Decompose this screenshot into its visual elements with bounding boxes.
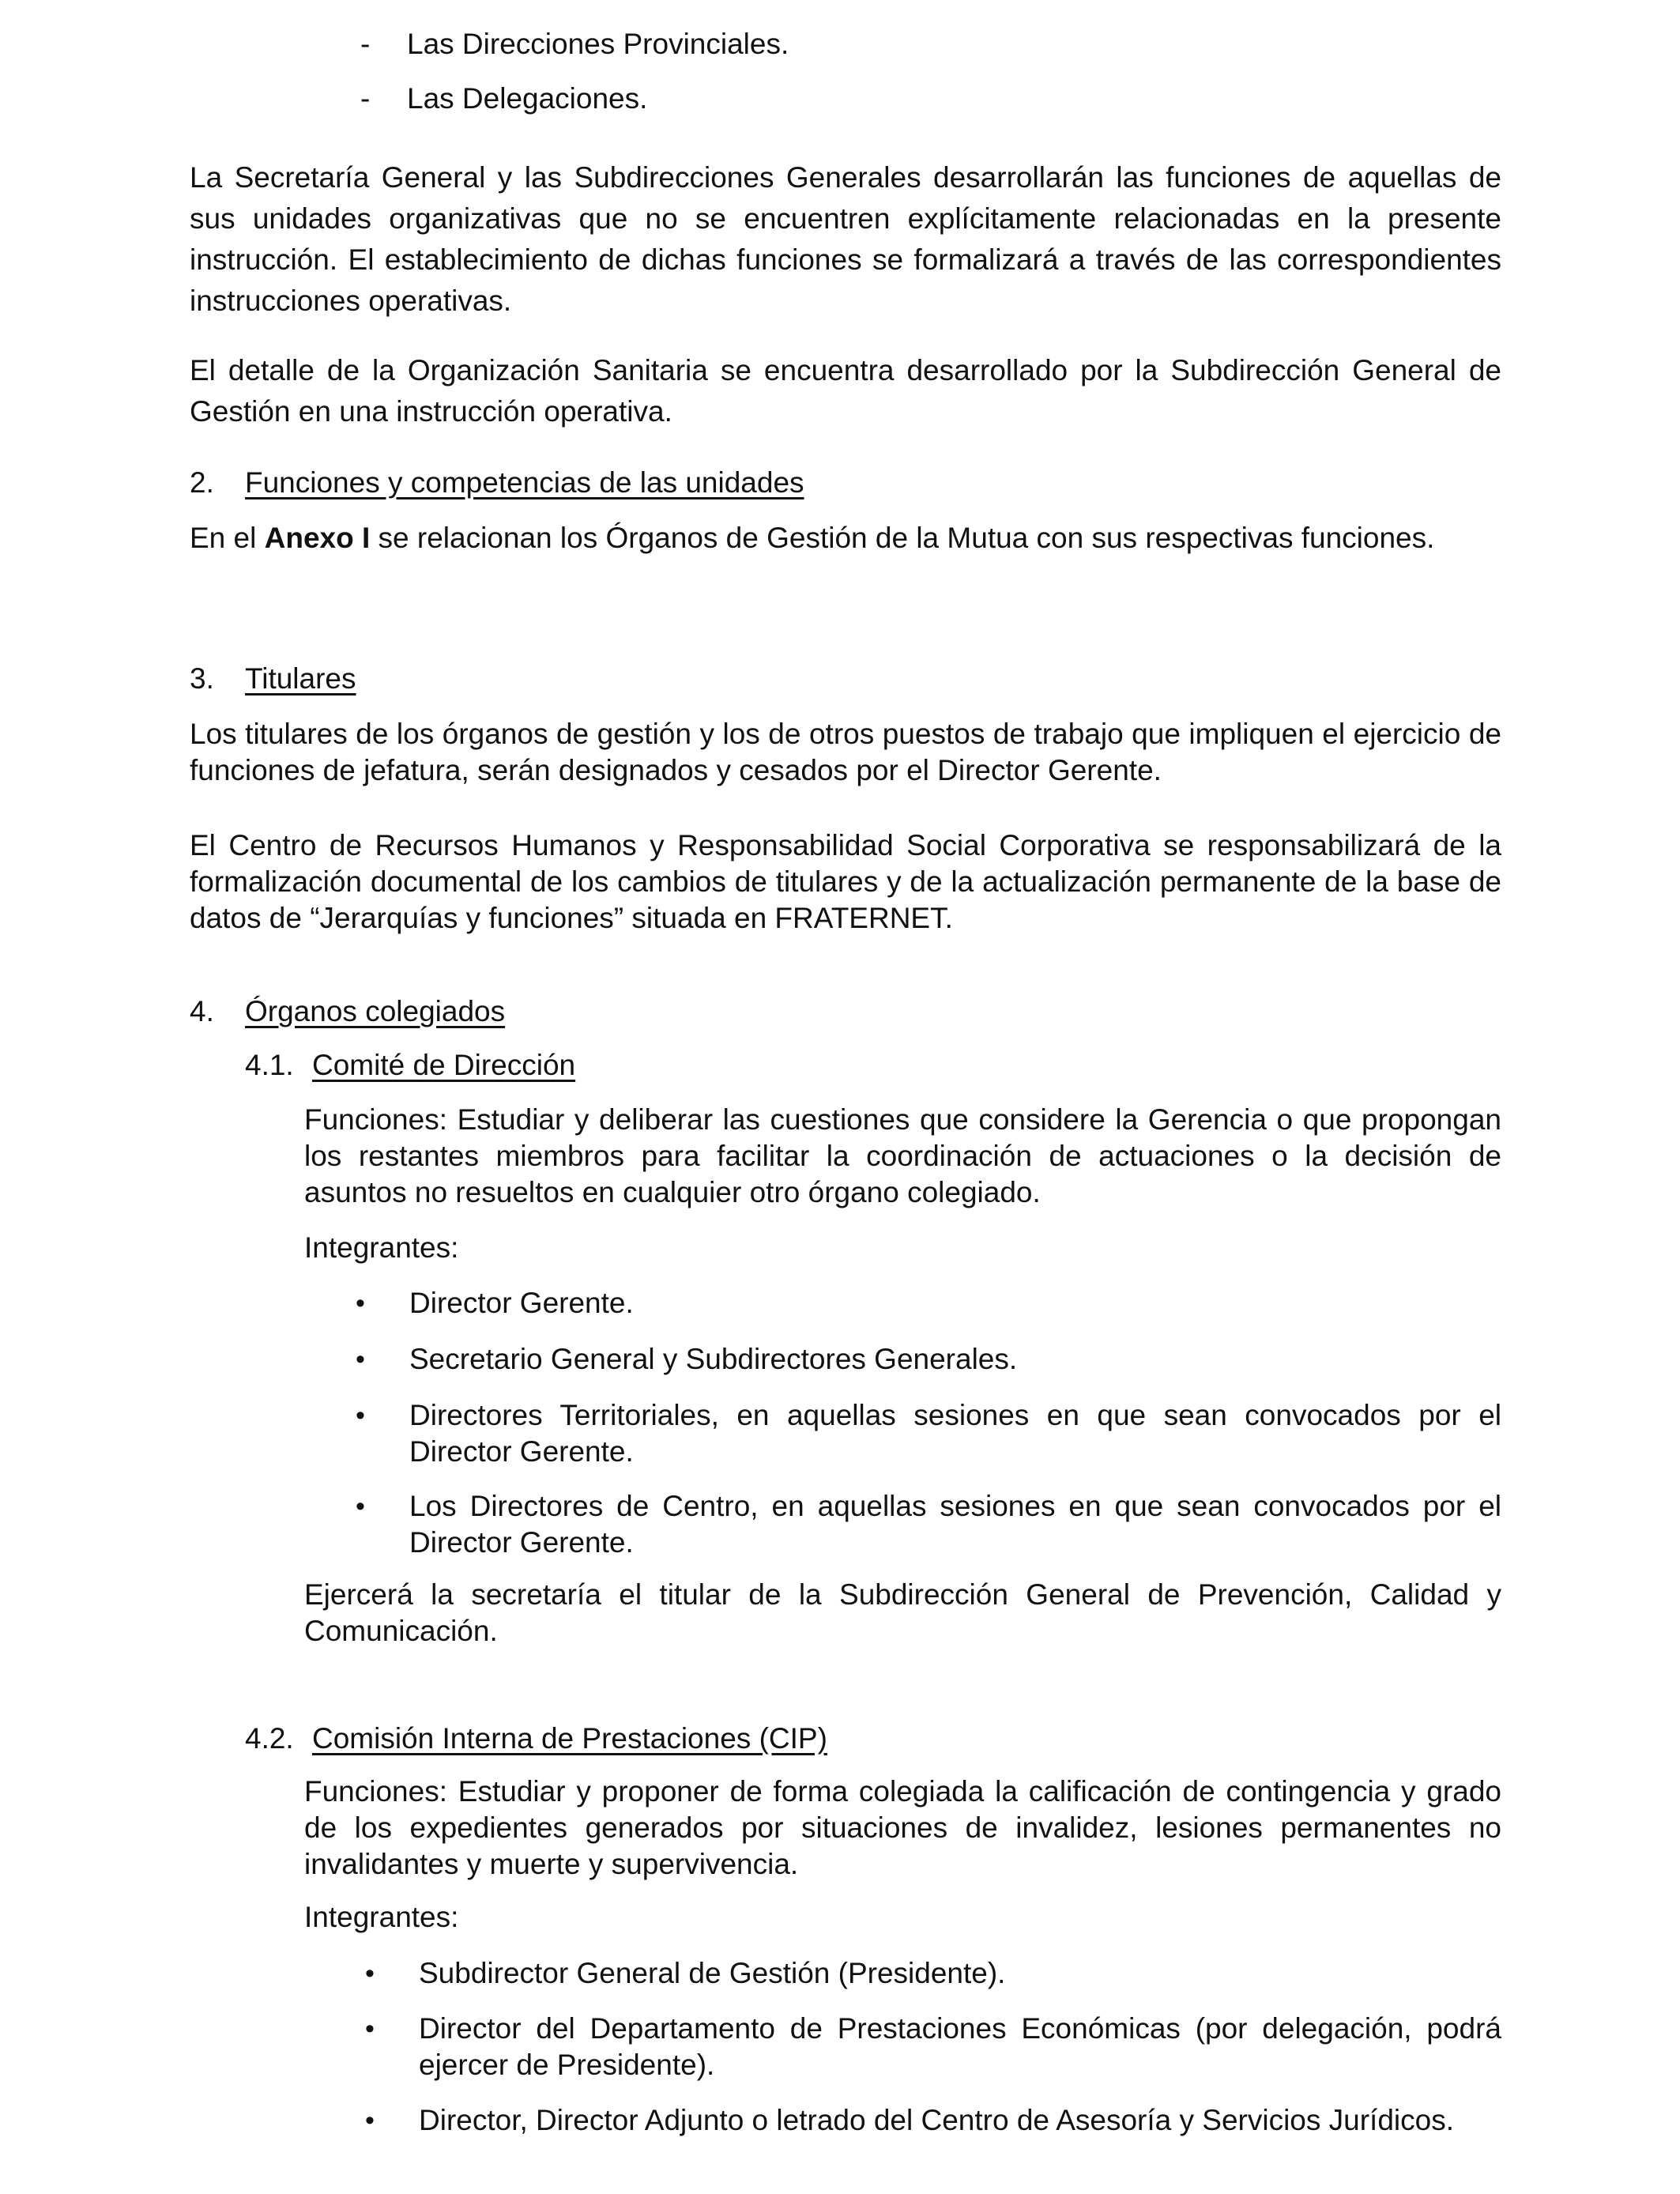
bullet-icon: • bbox=[365, 2105, 375, 2136]
list-item: Secretario General y Subdirectores Generales. bbox=[409, 1343, 1018, 1375]
section-4-title: Órganos colegiados bbox=[245, 995, 506, 1027]
list-item: Directores Territoriales, en aquellas sesiones en que sean convocados por el Director Gerente. bbox=[409, 1399, 1501, 1468]
subsection-4-2-number: 4.2. bbox=[245, 1722, 294, 1755]
bullet-icon: • bbox=[365, 1958, 375, 1989]
section-3-paragraph-1: Los titulares de los órganos de gestión y los de otros puestos de trabajo que impliquen el ejercicio de funciones de jefatura, serán designados y cesados por el Director Gerente. bbox=[190, 718, 1501, 786]
list-item: Director Gerente. bbox=[409, 1287, 634, 1319]
section-4-number: 4. bbox=[190, 995, 214, 1027]
section-3-paragraph-2: El Centro de Recursos Humanos y Responsabilidad Social Corporativa se responsabilizará de la formalización documental de los cambios de titulares y de la actualización permanente de la base de datos de “Jerarquías y funciones” situada en FRATERNET. bbox=[190, 829, 1501, 934]
list-item: Director del Departamento de Prestaciones Económicas (por delegación, podrá ejercer de Presidente). bbox=[419, 2012, 1501, 2081]
subsection-4-1-secretaria: Ejercerá la secretaría el titular de la Subdirección General de Prevención, Calidad y Comunicación. bbox=[304, 1578, 1501, 1647]
section-2-paragraph bbox=[190, 520, 1501, 556]
bullet-icon: • bbox=[356, 1344, 365, 1374]
dash-item-1: Las Direcciones Provinciales. bbox=[407, 28, 789, 60]
anexo-reference: Anexo I bbox=[264, 522, 371, 554]
bullet-icon: • bbox=[356, 1491, 365, 1521]
section-2-text-before: En el bbox=[190, 522, 265, 554]
intro-paragraph-1: La Secretaría General y las Subdirecciones Generales desarrollarán las funciones de aquellas de sus unidades organizativas que no se encuentren explícitamente relacionadas en la presente instrucción. El establecimiento de dichas funciones se formalizará a través de las correspondientes instrucciones operativas. bbox=[190, 161, 1501, 317]
subsection-4-2-integrantes-label: Integrantes: bbox=[304, 1901, 459, 1933]
intro-paragraph-2: El detalle de la Organización Sanitaria se encuentra desarrollado por la Subdirección General de Gestión en una instrucción operativa. bbox=[190, 354, 1501, 428]
subsection-4-1-title: Comité de Dirección bbox=[312, 1049, 576, 1081]
dash-item-2: Las Delegaciones. bbox=[407, 82, 648, 115]
section-3-title: Titulares bbox=[245, 662, 356, 695]
section-2-number: 2. bbox=[190, 466, 214, 499]
section-3-number: 3. bbox=[190, 662, 214, 695]
subsection-4-2-title: Comisión Interna de Prestaciones (CIP) bbox=[312, 1722, 827, 1755]
subsection-4-1-funciones: Funciones: Estudiar y deliberar las cuestiones que considere la Gerencia o que propongan los restantes miembros para facilitar la coordinación de actuaciones o la decisión de asuntos no resueltos en cualquier otro órgano colegiado. bbox=[304, 1103, 1501, 1208]
list-item: Director, Director Adjunto o letrado del Centro de Asesoría y Servicios Jurídicos. bbox=[419, 2104, 1454, 2136]
subsection-4-1-number: 4.1. bbox=[245, 1049, 294, 1081]
dash-marker: - bbox=[360, 82, 371, 115]
subsection-4-1-integrantes-label: Integrantes: bbox=[304, 1231, 459, 1264]
bullet-icon: • bbox=[356, 1400, 365, 1431]
subsection-4-2-funciones: Funciones: Estudiar y proponer de forma colegiada la calificación de contingencia y grado de los expedientes generados por situaciones de invalidez, lesiones permanentes no invalidantes y muerte y supervivencia. bbox=[304, 1775, 1501, 1880]
list-item: Subdirector General de Gestión (Presidente). bbox=[419, 1957, 1006, 1989]
list-item: Los Directores de Centro, en aquellas sesiones en que sean convocados por el Director Gerente. bbox=[409, 1490, 1501, 1559]
dash-marker: - bbox=[360, 28, 371, 60]
bullet-icon: • bbox=[365, 2014, 375, 2044]
section-2-title: Funciones y competencias de las unidades bbox=[245, 466, 804, 499]
section-2-text-after: se relacionan los Órganos de Gestión de la Mutua con sus respectivas funciones. bbox=[370, 522, 1435, 554]
bullet-icon: • bbox=[356, 1288, 365, 1318]
